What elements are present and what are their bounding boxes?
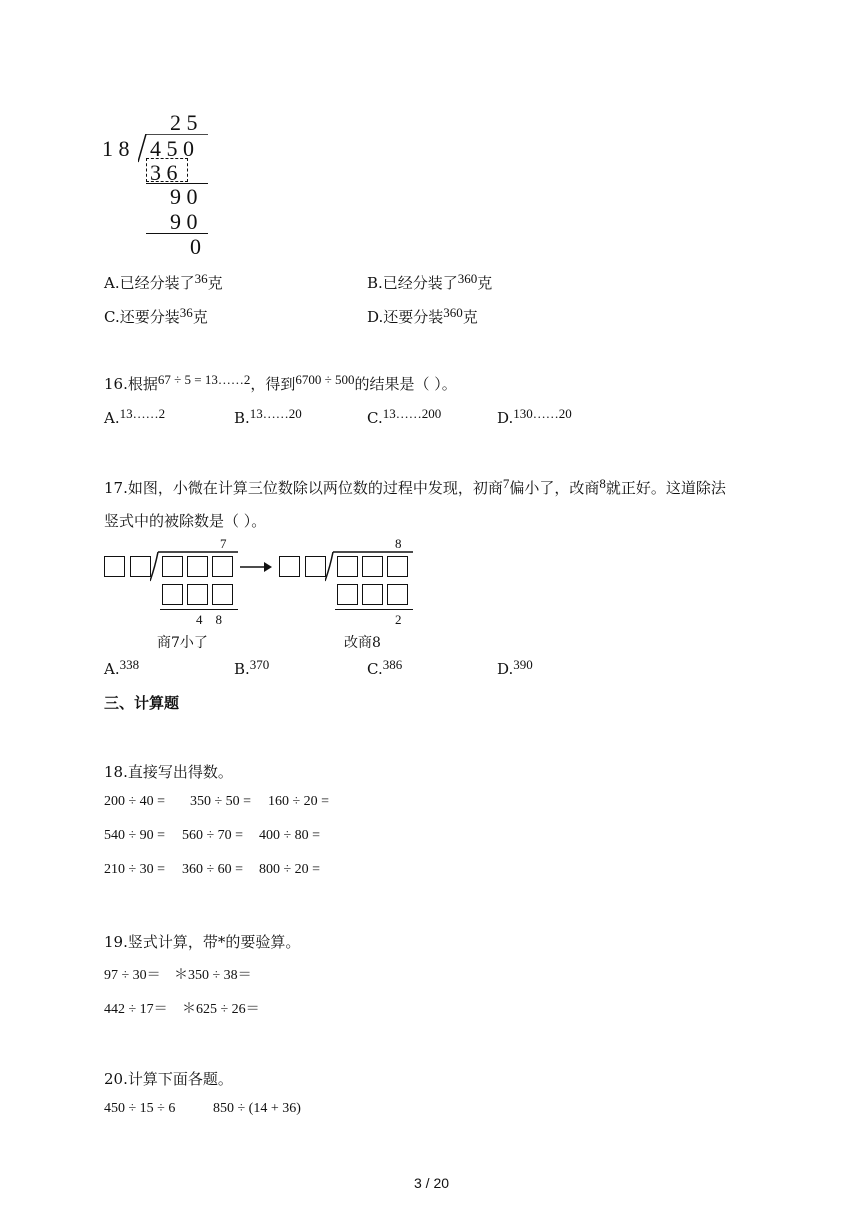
q16-option-a: A.13……2 [104, 406, 166, 427]
q17-option-d: D.390 [497, 657, 533, 678]
q18-item: 800 ÷ 20 = [259, 862, 321, 877]
q16-option-d: D.130……20 [497, 406, 572, 427]
q17-stem-line1: 17.如图，小微在计算三位数除以两位数的过程中发现，初商7偏小了，改商8就正好。这道除法 [104, 476, 726, 497]
q19-title: 19.竖式计算，带*的要验算。 [104, 933, 301, 951]
divisor: 1 8 [102, 136, 130, 161]
option-d: D.还要分装360克 [367, 305, 478, 326]
digit-box [337, 584, 358, 605]
quotient: 2 5 [170, 110, 198, 135]
section-title: 三、计算题 [104, 694, 180, 712]
q20-item: 850 ÷ (14 + 36) [213, 1101, 301, 1116]
digit-box [387, 584, 408, 605]
digit-box [187, 556, 208, 577]
digit-box [362, 584, 383, 605]
divider-line [160, 609, 238, 610]
digit-box [305, 556, 326, 577]
dividend: 4 5 0 [150, 136, 194, 161]
q17-stem-line2: 竖式中的被除数是（ ）。 [104, 512, 267, 530]
left-bottom-digits: 4 8 [196, 612, 222, 627]
q16-stem: 16.根据67 ÷ 5 = 13……2，得到6700 ÷ 500的结果是（ ）。 [104, 372, 457, 393]
left-caption: 商7小了 [157, 635, 208, 651]
q18-title: 18.直接写出得数。 [104, 763, 233, 781]
digit-box [362, 556, 383, 577]
q17-option-a: A.338 [104, 657, 140, 678]
digit-box [212, 584, 233, 605]
q16-option-b: B.13……20 [234, 406, 302, 427]
step1: 3 6 [150, 160, 178, 185]
right-caption: 改商8 [344, 635, 381, 651]
q19-item: ＊625 ÷ 26＝ [182, 1002, 260, 1017]
digit-box [130, 556, 151, 577]
q18-item: 400 ÷ 80 = [259, 828, 321, 843]
remainder: 0 [190, 234, 201, 259]
q18-item: 200 ÷ 40 = [104, 794, 166, 809]
q18-item: 350 ÷ 50 = [190, 794, 252, 809]
digit-box [337, 556, 358, 577]
q20-item: 450 ÷ 15 ÷ 6 [104, 1101, 176, 1116]
q20-title: 20.计算下面各题。 [104, 1070, 233, 1088]
digit-box [104, 556, 125, 577]
q19-item: ＊350 ÷ 38＝ [174, 968, 252, 983]
step2: 9 0 [170, 184, 198, 209]
q18-item: 560 ÷ 70 = [182, 828, 244, 843]
digit-box [387, 556, 408, 577]
q16-option-c: C.13……200 [367, 406, 442, 427]
digit-box [212, 556, 233, 577]
digit-box [162, 556, 183, 577]
divider-line [335, 609, 413, 610]
q17-option-c: C.386 [367, 657, 403, 678]
q18-item: 160 ÷ 20 = [268, 794, 330, 809]
q17-option-b: B.370 [234, 657, 270, 678]
q18-item: 540 ÷ 90 = [104, 828, 166, 843]
q18-item: 360 ÷ 60 = [182, 862, 244, 877]
left-quotient: 7 [220, 536, 227, 551]
right-bottom-digit: 2 [395, 612, 402, 627]
option-a: A.已经分装了36克 [104, 271, 223, 292]
digit-box [279, 556, 300, 577]
page-number: 3 / 20 [414, 1175, 450, 1191]
q19-item: 97 ÷ 30＝ [104, 968, 161, 983]
step3: 9 0 [170, 209, 198, 234]
option-b: B.已经分装了360克 [367, 271, 493, 292]
q19-item: 442 ÷ 17＝ [104, 1002, 168, 1017]
right-quotient: 8 [395, 536, 402, 551]
digit-box [187, 584, 208, 605]
option-c: C.还要分装36克 [104, 305, 208, 326]
digit-box [162, 584, 183, 605]
arrow-right-icon [240, 560, 274, 574]
q18-item: 210 ÷ 30 = [104, 862, 166, 877]
